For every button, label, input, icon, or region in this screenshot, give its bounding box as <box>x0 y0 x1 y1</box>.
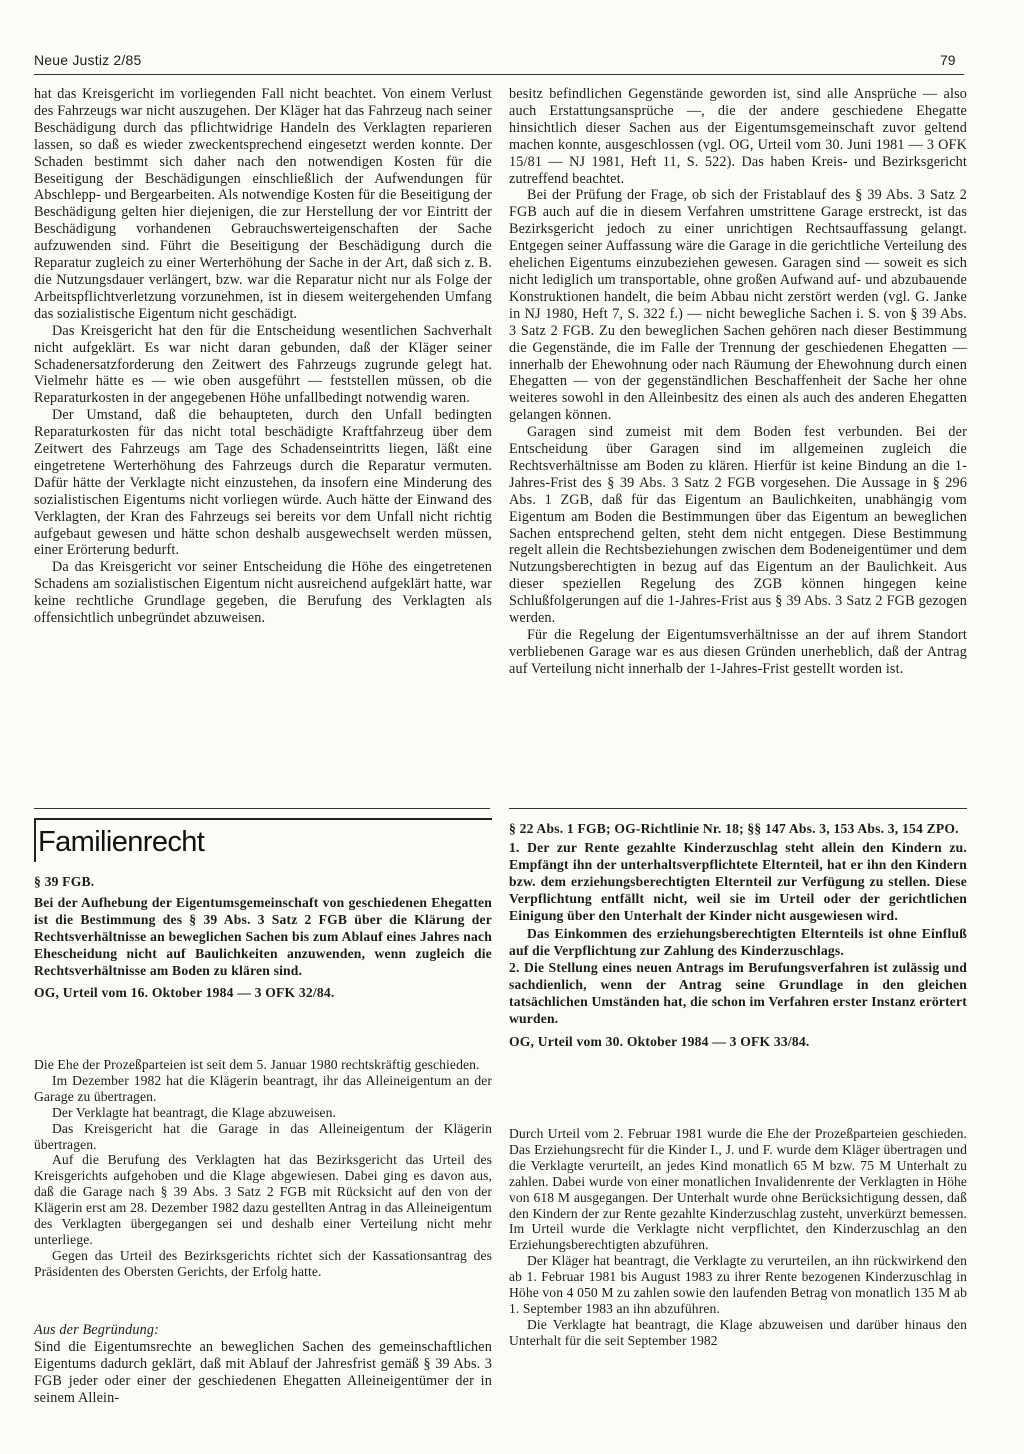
section-divider-right <box>509 808 967 809</box>
case2-facts <box>509 1126 967 1349</box>
case2-headnote-1: 1. Der zur Rente gezahlte Kinderzuschlag steht allein den Kindern zu. Empfängt ihn der unterhaltsverpflichtete Elternteil, hat er ihn den Kindern bzw. dem erziehungsberechtigten Elternteil zur Verfügung zu stellen. Diese Verpflichtung entfällt nicht, weil sie im Urteil oder der gerichtlichen Einigung über den Unterhalt der Kinder nicht ausgewiesen wird. <box>509 839 967 923</box>
page-number: 79 <box>940 52 956 68</box>
paragraph: Im Dezember 1982 hat die Klägerin beantragt, ihr das Alleineigentum an der Garage zu übertragen. <box>34 1072 492 1104</box>
case2-headnote-3: 2. Die Stellung eines neuen Antrags im Berufungsverfahren ist zulässig und sachdienlich, wenn der Antrag seine Grundlage in den gleichen tatsächlichen Umständen hat, die schon im Verfahren erster Instanz erörtert wurden. <box>509 960 967 1026</box>
journal-header: Neue Justiz 2/85 <box>34 52 142 68</box>
paragraph: Auf die Berufung des Verklagten hat das Bezirksgericht das Urteil des Kreisgerichts aufgehoben und die Klage abgewiesen. Dabei ging es davon aus, daß die Garage nach § 39 Abs. 3 Satz 2 FGB mit Rücksicht auf den von der Klägerin erst am 28. Dezember 1982 dazu gestellten Antrag in das Alleineigentum des Verklagten übergegangen sei und deshalb einer Verteilung nicht mehr unterliege. <box>34 1152 492 1247</box>
paragraph: hat das Kreisgericht im vorliegenden Fall nicht beachtet. Von einem Verlust des Fahrzeugs war nicht auszugehen. Der Kläger hat das Fahrzeug nach seiner Beschädigung durch das pflichtwidrige Handeln des Verklagten reparieren lassen, so daß es wieder zweckentsprechend eingesetzt werden konnte. Der Schaden bestimmt sich daher nach den notwendigen Kosten für die Beseitigung der Beschädigungen einschließlich der Aufwendungen für Abschlepp- und Bergearbeiten. Als notwendige Kosten für die Beseitigung der Beschädigung gelten hier diejenigen, die zur Herstellung der vor Eintritt der Beschädigung vorhandenen Gebrauchswerteigenschaften der Sache aufzuwenden sind. Führt die Beseitigung der Beschädigung durch die Reparatur zugleich zu einer Werterhöhung der Sache in der Art, daß sich z. B. die Nutzungsdauer verlängert, bzw. war die Reparatur nicht nur als Folge der Arbeitspflichtverletzung vorzunehmen, ist in diesem weitergehenden Umfang das sozialistische Eigentum nicht geschädigt. <box>34 86 492 322</box>
case2-source: OG, Urteil vom 30. Oktober 1984 — 3 OFK 33/84. <box>509 1033 810 1049</box>
paragraph: Das Kreisgericht hat die Garage in das Alleineigentum der Klägerin übertragen. <box>34 1120 492 1152</box>
section-divider-left <box>34 808 490 809</box>
paragraph: Die Verklagte hat beantragt, die Klage abzuweisen und darüber hinaus den Unterhalt für die seit September 1982 <box>509 1316 967 1348</box>
paragraph: Für die Regelung der Eigentumsverhältnisse an der auf ihrem Standort verbliebenen Garage war es aus diesen Gründen unerheblich, daß der Antrag auf Verteilung nicht innerhalb der 1-Jahres-Frist gestellt worden ist. <box>509 627 967 677</box>
case1-source: OG, Urteil vom 16. Oktober 1984 — 3 OFK 32/84. <box>34 985 335 1001</box>
paragraph: Gegen das Urteil des Bezirksgerichts richtet sich der Kassationsantrag des Präsidenten des Obersten Gerichts, der Erfolg hatte. <box>34 1247 492 1279</box>
paragraph: Die Ehe der Prozeßparteien ist seit dem 5. Januar 1980 rechtskräftig geschieden. <box>34 1057 480 1072</box>
paragraph: Durch Urteil vom 2. Februar 1981 wurde die Ehe der Prozeßparteien geschieden. Das Erziehungsrecht für die Kinder I., J. und F. wurde dem Kläger übertragen und die Verklagte verurteilt, an jedes Kind monatlich 65 M bzw. 75 M Unterhalt zu zahlen. Dabei wurde von einer monatlichen Invalidenrente der Verklagten in Höhe von 618 M ausgegangen. Der Unterhalt wurde ohne Berücksichtigung dessen, daß den Kindern der zur Rente gezahlte Kinderzuschlag zusteht, unverkürzt bemessen. Im Urteil wurde die Verklagte nicht verpflichtet, den Kinderzuschlag an den Erziehungsberechtigten abzuführen. <box>509 1126 967 1253</box>
header-rule <box>34 74 964 75</box>
paragraph: besitz befindlichen Gegenstände geworden ist, sind alle Ansprüche — also auch Erstattungsansprüche —, die der andere geschiedene Ehegatte hinsichtlich dieser Sachen aus der Eigentumsgemeinschaft zuvor geltend machen konnte, ausgeschlossen (vgl. OG, Urteil vom 30. Juni 1981 — 3 OFK 15/81 — NJ 1981, Heft 11, S. 522). Das haben Kreis- und Bezirksgericht zutreffend beachtet. <box>509 86 967 187</box>
left-column-top <box>34 86 492 627</box>
paragraph: Da das Kreisgericht vor seiner Entscheidung die Höhe des eingetretenen Schadens am sozialistischen Eigentum nicht ausreichend aufgeklärt hatte, war keine rechtliche Grundlage gegeben, die Berufung des Verklagten als offensichtlich unbegründet abzuweisen. <box>34 559 492 627</box>
paragraph: Garagen sind zumeist mit dem Boden fest verbunden. Bei der Entscheidung über Garagen sind im allgemeinen zugleich die Rechtsverhältnisse am Boden zu klären. Hierfür ist keine Bindung an die 1-Jahres-Frist des § 39 Abs. 3 Satz 2 FGB vorgesehen. Die Aussage in § 296 Abs. 1 ZGB, daß für das Eigentum an Baulichkeiten, unabhängig vom Eigentum am Boden die Bestimmungen über das Eigentum an beweglichen Sachen entsprechend gelten, steht dem nicht entgegen. Diese Bestimmung regelt allein die Rechtsbeziehungen zwischen dem Bodeneigentümer und dem Nutzungsberechtigten in bezug auf das Eigentum an der Baulichkeit. Aus dieser speziellen Regelung des ZGB können hingegen keine Schlußfolgerungen auf die 1-Jahres-Frist aus § 39 Abs. 3 Satz 2 FGB gezogen werden. <box>509 424 967 627</box>
case1-reasons <box>34 1322 492 1407</box>
paragraph: Bei der Prüfung der Frage, ob sich der Fristablauf des § 39 Abs. 3 Satz 2 FGB auch auf die in diesem Verfahren umstrittene Garage erstreckt, ist das Bezirksgericht jedoch zu einer unrichtigen Rechtsauffassung gelangt. Entgegen seiner Auffassung wäre die Garage in die gerichtliche Verteilung des ehelichen Eigentums einzubeziehen gewesen. Garagen sind — soweit es sich nicht lediglich um transportable, ohne großen Aufwand auf- und abzubauende Konstruktionen handelt, die beim Abbau nicht zerstört werden (vgl. G. Janke in NJ 1980, Heft 7, S. 322 f.) — nicht bewegliche Sachen i. S. von § 39 Abs. 3 Satz 2 FGB. Zu den beweglichen Sachen gehören nach dieser Bestimmung die Gegenstände, die im Falle der Trennung der geschiedenen Ehegatten — innerhalb der Ehewohnung oder nach Räumung der Ehewohnung durch einen Ehegatten — von der gegenständlichen Beschaffenheit der Sache her ohne weiteres sowohl in den Alleinbesitz des einen als auch des anderen Ehegatten gelangen können. <box>509 187 967 424</box>
case2-headnote-block <box>509 821 967 1051</box>
case1-headnote-block <box>34 874 492 1002</box>
section-title: Familienrecht <box>38 826 205 858</box>
case1-facts <box>34 1057 492 1280</box>
case1-norm: § 39 FGB. <box>34 874 95 889</box>
case2-headnote-2: Das Einkommen des erziehungsberechtigten Elternteils ist ohne Einfluß auf die Verpflichtung zur Zahlung des Kinderzuschlags. <box>509 926 967 959</box>
paragraph: Das Kreisgericht hat den für die Entscheidung wesentlichen Sachverhalt nicht aufgeklärt. Es war nicht daran gebunden, daß der Kläger seiner Schadenersatzforderung den Zeitwert des Fahrzeugs zugrunde gelegt hat. Vielmehr hätte es — wie oben ausgeführt — feststellen müssen, ob die Reparaturkosten in der angegebenen Höhe unfallbedingt notwendig waren. <box>34 322 492 407</box>
paragraph: Der Kläger hat beantragt, die Verklagte zu verurteilen, an ihn rückwirkend den ab 1. Februar 1981 bis August 1983 zu ihrer Rente bezogenen Kinderzuschlag in Höhe von 4 050 M zu zahlen sowie den laufenden Betrag von monatlich 135 M ab 1. September 1983 an ihn abzuführen. <box>509 1253 967 1316</box>
paragraph: Sind die Eigentumsrechte an beweglichen Sachen des gemeinschaftlichen Eigentums dadurch geklärt, daß mit Ablauf der Jahresfrist gemäß § 39 Abs. 3 FGB jeder oder einer der geschiedenen Ehegatten Alleineigentümer der in seinem Allein- <box>34 1338 492 1406</box>
case2-norm: § 22 Abs. 1 FGB; OG-Richtlinie Nr. 18; §§ 147 Abs. 3, 153 Abs. 3, 154 ZPO. <box>509 821 959 836</box>
right-column-top <box>509 86 967 678</box>
case1-headnote: Bei der Aufhebung der Eigentumsgemeinschaft von geschiedenen Ehegatten ist die Bestimmung des § 39 Abs. 3 Satz 2 FGB über die Klärung der Rechtsverhältnisse an beweglichen Sachen bis zum Ablauf eines Jahres nach Ehescheidung nicht auf Baulichkeiten anzuwenden, wenn zugleich die Rechtsverhältnisse am Boden zu klären sind. <box>34 894 492 978</box>
paragraph: Der Verklagte hat beantragt, die Klage abzuweisen. <box>52 1104 337 1120</box>
reasons-label: Aus der Begründung: <box>34 1322 160 1338</box>
paragraph: Der Umstand, daß die behaupteten, durch den Unfall bedingten Reparaturkosten für das nicht total beschädigte Kraftfahrzeug über dem Zeitwert des Fahrzeugs am Tage des Schadenseintritts liegen, läßt eine eingetretene Werterhöhung des Fahrzeugs durch die Reparatur vermuten. Dafür hätte der Verklagte nicht einzustehen, da insofern eine Minderung des sozialistischen Eigentums nicht vorliegen würde. Auch hätte der Einwand des Verklagten, der Kran des Fahrzeugs sei bereits vor dem Unfall nicht richtig aufgebaut gewesen und hätte schon deshalb ausgewechselt werden müssen, einer Erörterung bedurft. <box>34 407 492 559</box>
